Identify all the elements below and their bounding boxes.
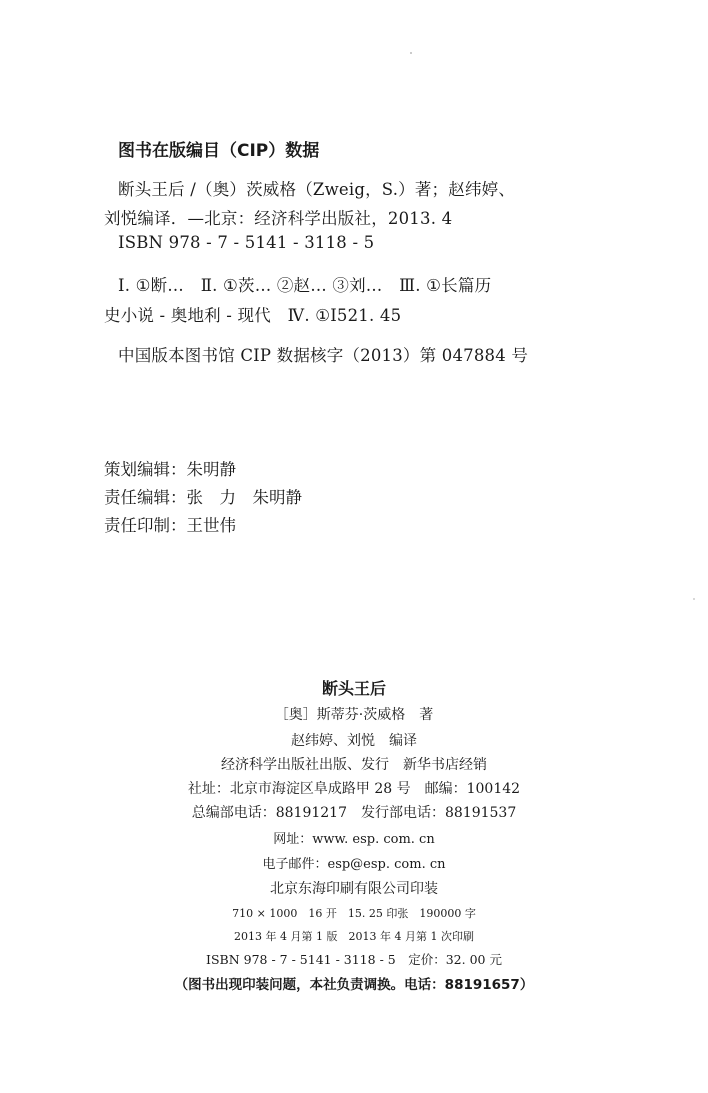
staff-label: 责任编辑：: [104, 488, 187, 507]
cip-line-classification: Ⅰ. ①断… Ⅱ. ①茨… ②赵… ③刘… Ⅲ. ①长篇历: [118, 276, 492, 295]
colophon-notice: （图书出现印装问题，本社负责调换。电话：88191657）: [174, 977, 534, 993]
colophon-publisher: 经济科学出版社出版、发行 新华书店经销: [221, 757, 487, 773]
staff-label: 策划编辑：: [104, 460, 187, 479]
colophon-printer: 北京东海印刷有限公司印装: [270, 881, 438, 897]
staff-row-planning-editor: [104, 456, 236, 480]
scan-speck: [693, 598, 695, 600]
staff-label: 责任印制：: [104, 516, 187, 535]
staff-row-print-supervisor: [104, 512, 236, 536]
staff-value: 王世伟: [186, 516, 236, 535]
staff-row-responsible-editor: [104, 484, 302, 508]
colophon-phones: 总编部电话：88191217 发行部电话：88191537: [191, 805, 517, 821]
cip-line-isbn: ISBN 978 - 7 - 5141 - 3118 - 5: [118, 233, 375, 252]
cip-heading: 图书在版编目（CIP）数据: [118, 141, 320, 161]
cip-line-record-number: 中国版本图书馆 CIP 数据核字（2013）第 047884 号: [118, 346, 529, 365]
colophon-title: 断头王后: [321, 679, 386, 698]
colophon-email: 电子邮件：esp@esp. com. cn: [262, 857, 446, 872]
colophon-isbn-price: ISBN 978 - 7 - 5141 - 3118 - 5 定价：32. 00 元: [206, 952, 502, 967]
cip-line-publisher: 刘悦编译．—北京：经济科学出版社，2013. 4: [104, 209, 453, 228]
colophon-translators: 赵纬婷、刘悦 编译: [291, 733, 417, 749]
scan-speck: [410, 52, 412, 54]
colophon-website: 网址：www. esp. com. cn: [273, 832, 435, 847]
colophon-specs: 710 × 1000 16 开 15. 25 印张 190000 字: [232, 907, 476, 920]
cip-line-classification-cont: 史小说 - 奥地利 - 现代 Ⅳ. ①I521. 45: [104, 306, 402, 325]
colophon-author: ［奥］斯蒂芬·茨威格 著: [274, 707, 434, 723]
cip-line-title-author: 断头王后 /（奥）茨威格（Zweig，S.）著；赵纬婷、: [118, 180, 516, 199]
staff-value: 张 力 朱明静: [186, 488, 302, 507]
colophon-address: 社址：北京市海淀区阜成路甲 28 号 邮编：100142: [187, 781, 521, 797]
staff-value: 朱明静: [186, 460, 236, 479]
colophon-edition: 2013 年 4 月第 1 版 2013 年 4 月第 1 次印刷: [234, 930, 474, 943]
